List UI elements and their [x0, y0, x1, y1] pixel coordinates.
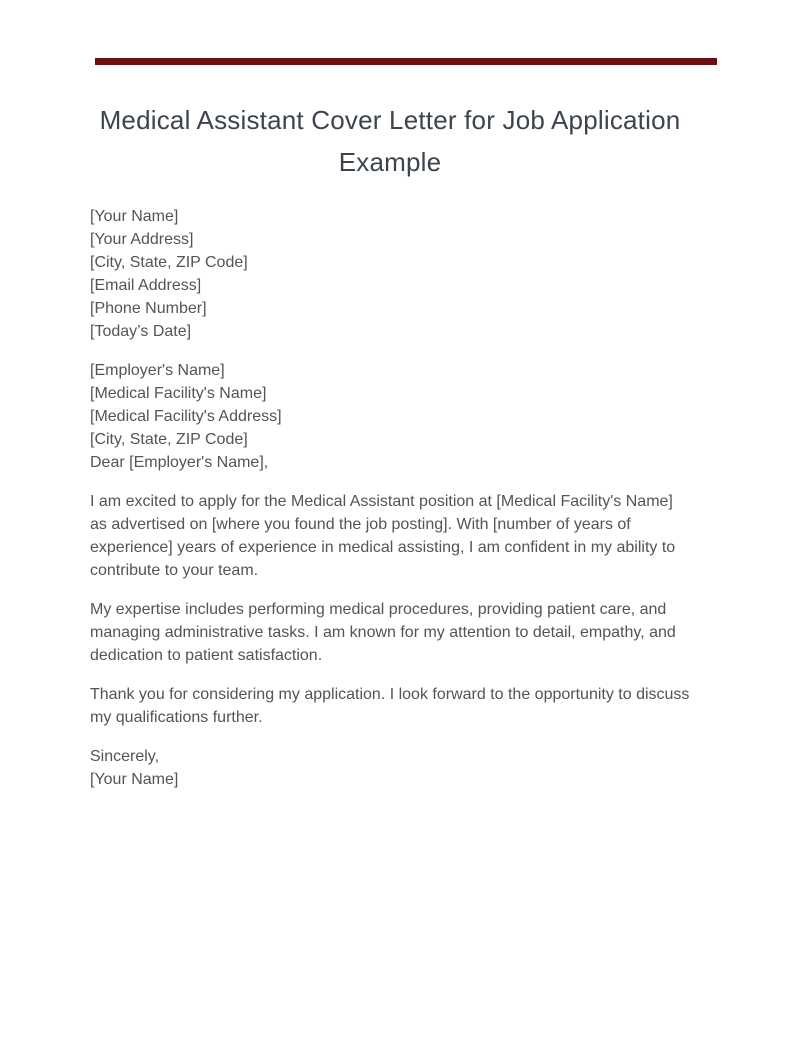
- sender-email-line: [Email Address]: [90, 277, 202, 294]
- closing-block: [90, 745, 690, 791]
- closing-sincerely-line: Sincerely,: [90, 748, 160, 765]
- salutation-line: Dear [Employer's Name],: [90, 454, 269, 471]
- recipient-facility-line: [Medical Facility's Name]: [90, 385, 267, 402]
- sender-block: [90, 205, 690, 343]
- recipient-block: [90, 359, 690, 474]
- sender-city-line: [City, State, ZIP Code]: [90, 254, 248, 271]
- letter-content: [90, 0, 690, 791]
- sender-address-line: [Your Address]: [90, 231, 194, 248]
- recipient-name-line: [Employer's Name]: [90, 362, 225, 379]
- body-paragraph-expertise: My expertise includes performing medical procedures, providing patient care, and managing administrative tasks. I am known for my attention to detail, empathy, and dedication to patient satisfaction.: [90, 601, 676, 664]
- sender-name-line: [Your Name]: [90, 208, 179, 225]
- recipient-city-line: [City, State, ZIP Code]: [90, 431, 248, 448]
- closing-signature-line: [Your Name]: [90, 771, 179, 788]
- page-title: Medical Assistant Cover Letter for Job Application Example: [99, 105, 681, 177]
- sender-date-line: [Today’s Date]: [90, 323, 192, 340]
- sender-phone-line: [Phone Number]: [90, 300, 207, 317]
- body-paragraph-thanks: Thank you for considering my application. I look forward to the opportunity to discuss my qualifications further.: [90, 686, 690, 726]
- recipient-address-line: [Medical Facility's Address]: [90, 408, 282, 425]
- body-paragraph-intro: I am excited to apply for the Medical Assistant position at [Medical Facility's Name] as advertised on [where you found the job posting]. With [number of years of experience] years of experience in medical assisting, I am confident in my ability to contribute to your team.: [90, 493, 676, 579]
